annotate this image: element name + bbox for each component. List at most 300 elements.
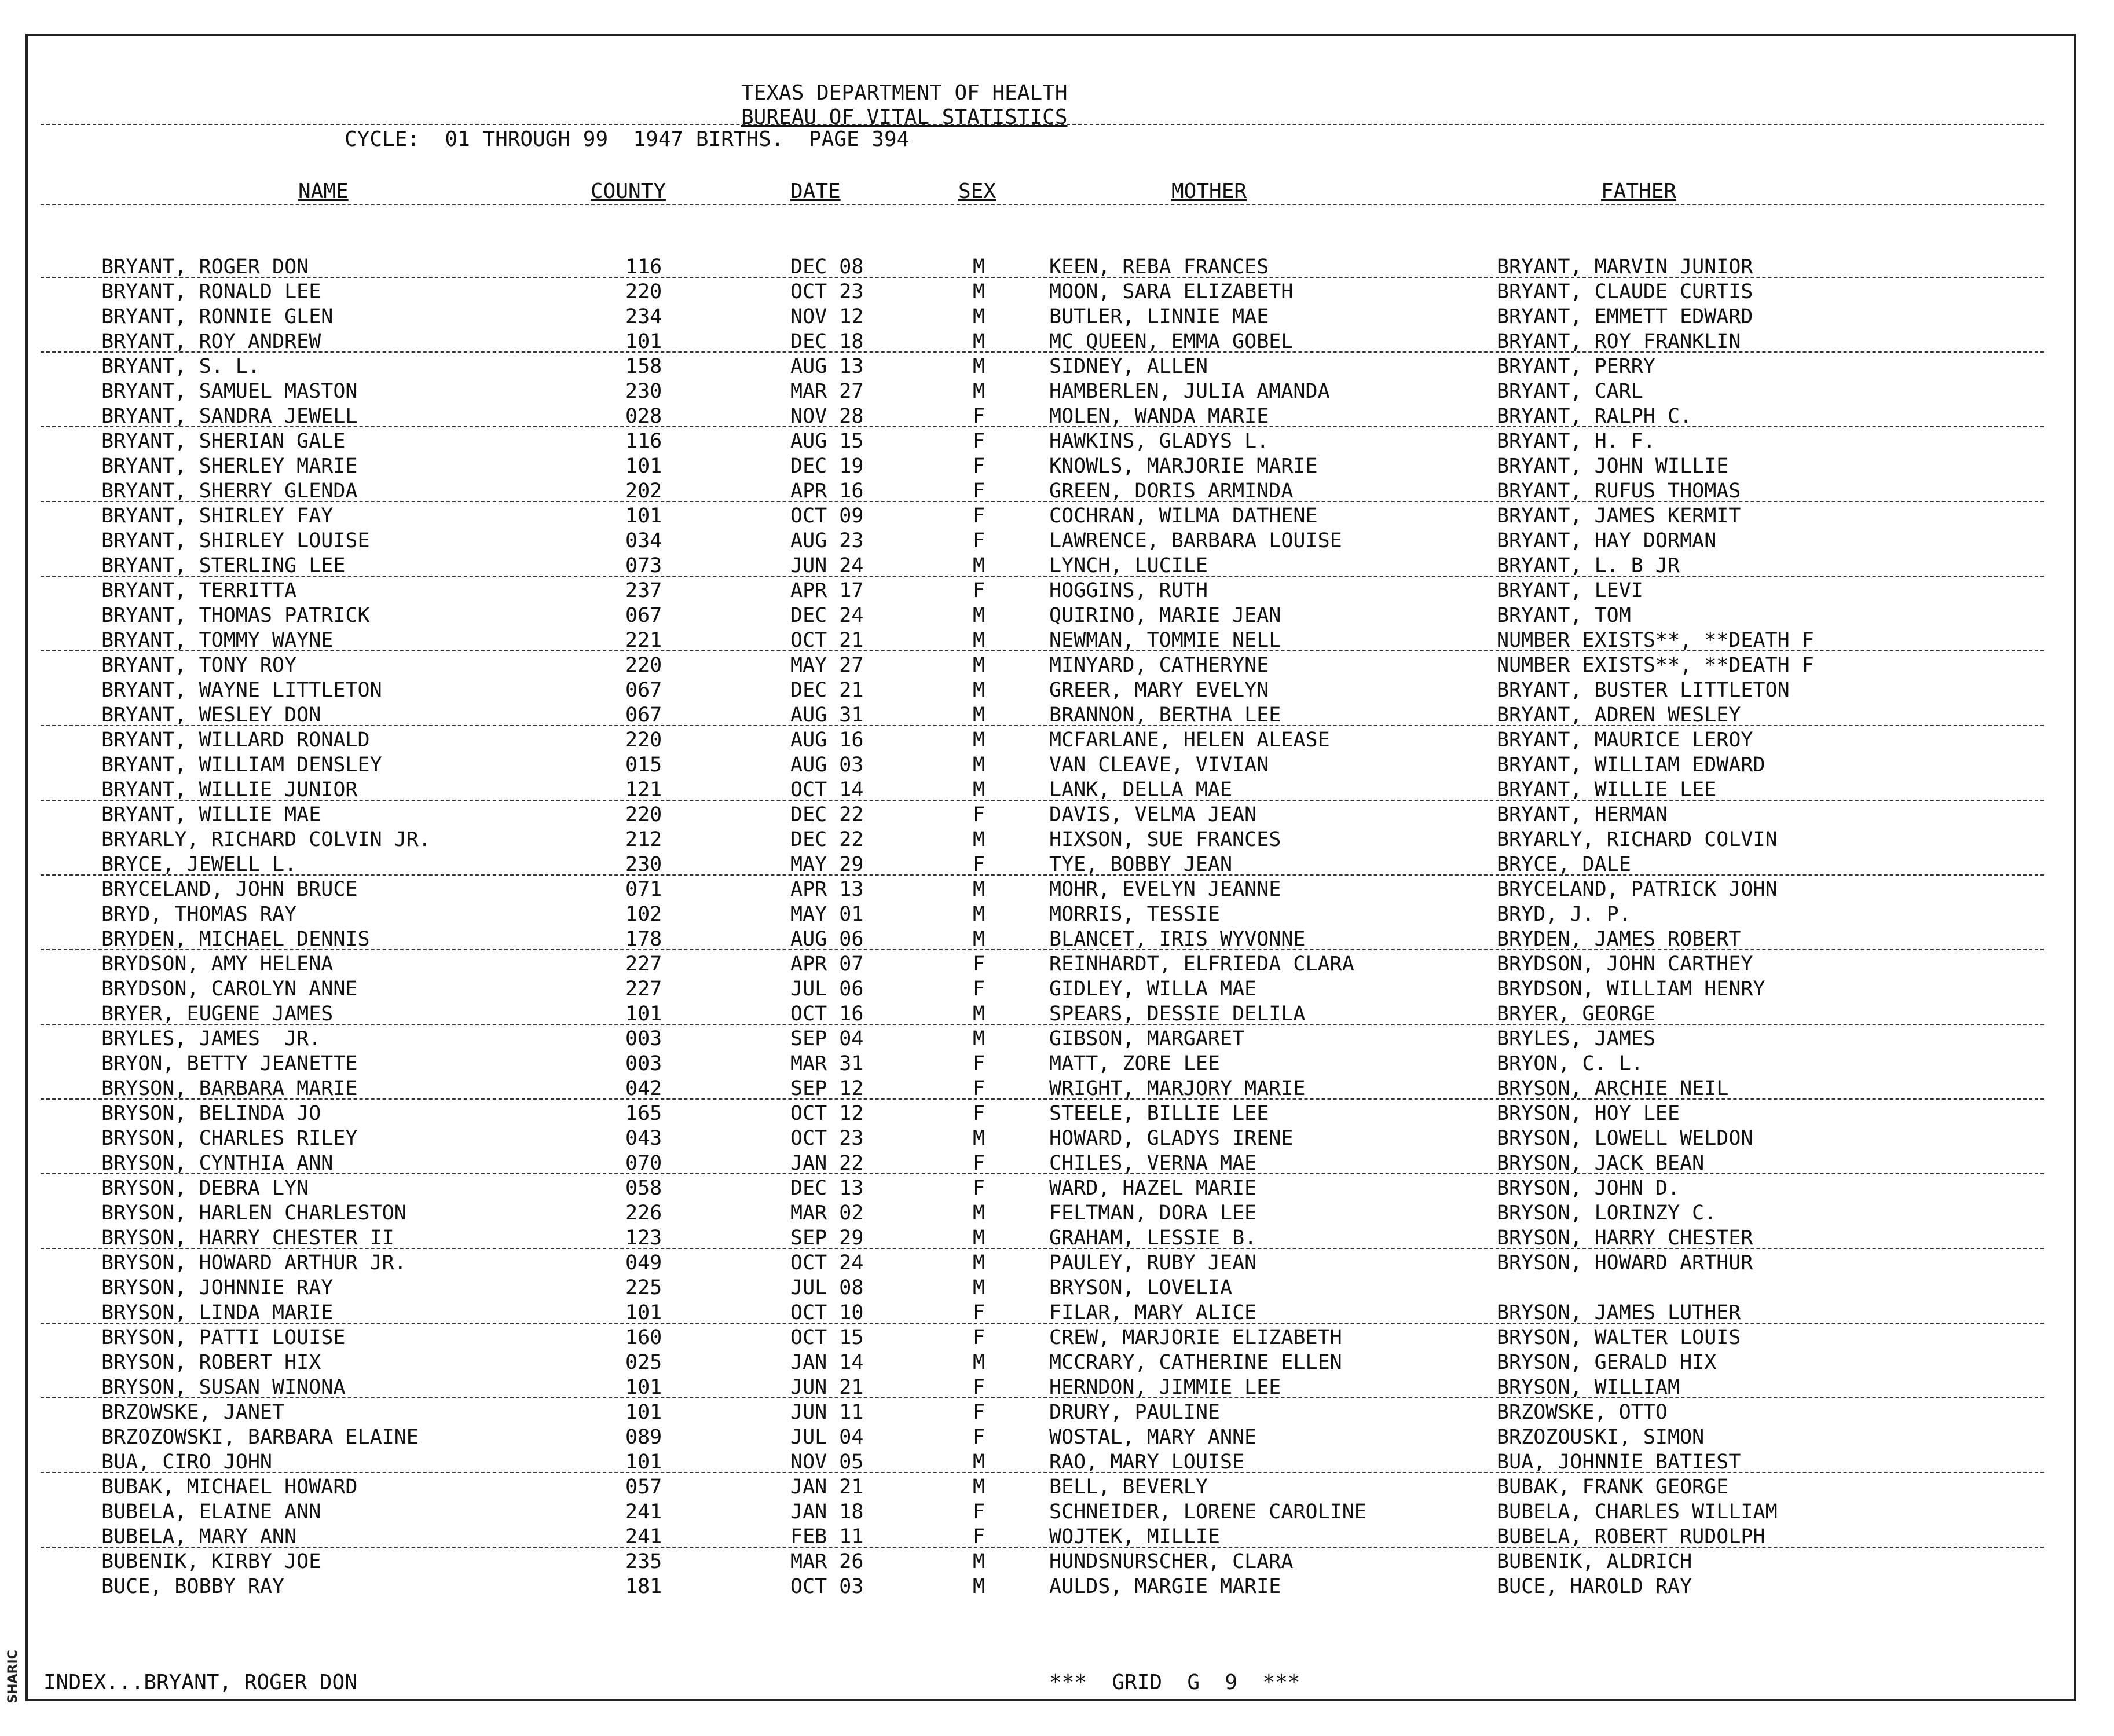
cell-mother: KNOWLS, MARJORIE MARIE	[1049, 455, 1318, 478]
cell-sex: F	[973, 455, 985, 478]
cell-date: MAR 27	[790, 380, 864, 403]
cell-sex: F	[973, 1426, 985, 1449]
cell-father: BRYANT, JOHN WILLIE	[1497, 455, 1729, 478]
cell-father: BRYANT, RUFUS THOMAS	[1497, 479, 1741, 503]
cell-date: SEP 04	[790, 1027, 864, 1050]
cell-name: BRYSON, HARRY CHESTER II	[101, 1226, 394, 1250]
cell-county: 049	[625, 1251, 662, 1274]
table-row	[0, 1126, 2114, 1151]
cell-sex: M	[973, 1550, 985, 1573]
cell-father: BRYD, J. P.	[1497, 903, 1631, 926]
cell-sex: M	[973, 305, 985, 328]
table-row	[0, 1375, 2114, 1400]
row-divider	[41, 650, 2044, 651]
cell-date: AUG 31	[790, 704, 864, 727]
cell-father: BUBENIK, ALDRICH	[1497, 1550, 1692, 1573]
cell-county: 071	[625, 878, 662, 901]
cell-mother: DAVIS, VELMA JEAN	[1049, 803, 1257, 826]
table-row	[0, 305, 2114, 329]
cell-father: BUBAK, FRANK GEORGE	[1497, 1475, 1729, 1499]
cell-sex: M	[973, 380, 985, 403]
cell-county: 230	[625, 380, 662, 403]
cell-name: BRYANT, WILLARD RONALD	[101, 728, 370, 752]
cell-father: BRYER, GEORGE	[1497, 1002, 1655, 1026]
divider	[41, 124, 2044, 125]
cell-sex: F	[973, 1376, 985, 1399]
row-divider	[41, 949, 2044, 950]
cell-name: BRZOZOWSKI, BARBARA ELAINE	[101, 1426, 419, 1449]
cell-county: 202	[625, 479, 662, 503]
cell-date: MAY 27	[790, 654, 864, 677]
side-stamp	[2, 1642, 23, 1711]
cell-county: 067	[625, 604, 662, 627]
cell-father: BRYCE, DALE	[1497, 853, 1631, 876]
cell-father: BUA, JOHNNIE BATIEST	[1497, 1451, 1741, 1474]
cell-date: SEP 12	[790, 1077, 864, 1100]
cell-name: BRYSON, HARLEN CHARLESTON	[101, 1202, 406, 1225]
cell-name: BRYARLY, RICHARD COLVIN JR.	[101, 828, 431, 851]
cell-name: BRYSON, SUSAN WINONA	[101, 1376, 346, 1399]
cell-name: BRYANT, SHIRLEY FAY	[101, 504, 334, 528]
cell-mother: BRYSON, LOVELIA	[1049, 1276, 1233, 1299]
cell-father: BRYSON, LORINZY C.	[1497, 1202, 1717, 1225]
cell-name: BRYANT, SAMUEL MASTON	[101, 380, 358, 403]
cell-county: 101	[625, 330, 662, 353]
row-divider	[41, 1547, 2044, 1548]
cell-sex: F	[973, 1500, 985, 1523]
cell-date: AUG 03	[790, 753, 864, 777]
cell-county: 043	[625, 1127, 662, 1150]
cell-father: BRYSON, JOHN D.	[1497, 1177, 1680, 1200]
cell-name: BRYANT, STERLING LEE	[101, 554, 346, 577]
cell-date: NOV 28	[790, 405, 864, 428]
cell-date: MAR 26	[790, 1550, 864, 1573]
cell-sex: M	[973, 330, 985, 353]
cell-name: BRYSON, ROBERT HIX	[101, 1351, 321, 1374]
table-row	[0, 255, 2114, 280]
cell-father: BRYANT, MAURICE LEROY	[1497, 728, 1753, 752]
cell-mother: FELTMAN, DORA LEE	[1049, 1202, 1257, 1225]
cell-county: 067	[625, 679, 662, 702]
table-row	[0, 578, 2114, 603]
cell-county: 003	[625, 1052, 662, 1075]
cell-mother: BELL, BEVERLY	[1049, 1475, 1208, 1499]
cell-sex: M	[973, 280, 985, 303]
cell-sex: M	[973, 1276, 985, 1299]
cell-father: BRYSON, HOY LEE	[1497, 1102, 1680, 1125]
cell-sex: F	[973, 1525, 985, 1548]
cell-date: JUN 24	[790, 554, 864, 577]
cell-father: BRYANT, WILLIE LEE	[1497, 778, 1717, 801]
cell-father: BRYDSON, WILLIAM HENRY	[1497, 977, 1765, 1001]
cell-county: 101	[625, 504, 662, 528]
table-row	[0, 379, 2114, 404]
cell-county: 116	[625, 430, 662, 453]
cell-sex: M	[973, 928, 985, 951]
cell-date: OCT 12	[790, 1102, 864, 1125]
cell-father: BRYANT, WILLIAM EDWARD	[1497, 753, 1765, 777]
cell-father: BRYCELAND, PATRICK JOHN	[1497, 878, 1778, 901]
cell-father: BRYARLY, RICHARD COLVIN	[1497, 828, 1778, 851]
row-divider	[41, 1024, 2044, 1025]
cell-name: BRYANT, RONNIE GLEN	[101, 305, 334, 328]
cell-father: BRYANT, MARVIN JUNIOR	[1497, 255, 1753, 279]
cell-county: 227	[625, 953, 662, 976]
cell-name: BRYSON, CYNTHIA ANN	[101, 1152, 334, 1175]
table-row	[0, 479, 2114, 504]
cell-mother: SIDNEY, ALLEN	[1049, 355, 1208, 378]
cell-mother: HERNDON, JIMMIE LEE	[1049, 1376, 1281, 1399]
cell-date: JUL 08	[790, 1276, 864, 1299]
cell-date: JAN 14	[790, 1351, 864, 1374]
cell-mother: MINYARD, CATHERYNE	[1049, 654, 1269, 677]
cell-name: BRYANT, WAYNE LITTLETON	[101, 679, 382, 702]
cell-county: 178	[625, 928, 662, 951]
cell-county: 226	[625, 1202, 662, 1225]
cell-county: 101	[625, 455, 662, 478]
table-row	[0, 778, 2114, 803]
cell-county: 057	[625, 1475, 662, 1499]
cell-mother: LAWRENCE, BARBARA LOUISE	[1049, 529, 1342, 552]
cell-county: 058	[625, 1177, 662, 1200]
column-header-mother: MOTHER	[1171, 180, 1247, 203]
cell-date: DEC 22	[790, 803, 864, 826]
cell-county: 034	[625, 529, 662, 552]
cell-county: 025	[625, 1351, 662, 1374]
cell-sex: M	[973, 1127, 985, 1150]
cell-date: JUL 06	[790, 977, 864, 1001]
bureau-title: BUREAU OF VITAL STATISTICS	[741, 105, 1068, 129]
cell-county: 165	[625, 1102, 662, 1125]
column-header-name: NAME	[298, 180, 349, 203]
cell-sex: F	[973, 1077, 985, 1100]
table-row	[0, 803, 2114, 827]
table-row	[0, 1550, 2114, 1574]
side-stamp-text: SHARIC	[5, 1649, 20, 1704]
cell-county: 028	[625, 405, 662, 428]
table-row	[0, 1425, 2114, 1450]
cell-mother: HAMBERLEN, JULIA AMANDA	[1049, 380, 1330, 403]
cell-county: 230	[625, 853, 662, 876]
cell-mother: STEELE, BILLIE LEE	[1049, 1102, 1269, 1125]
cell-sex: M	[973, 753, 985, 777]
cell-mother: LANK, DELLA MAE	[1049, 778, 1233, 801]
department-title: TEXAS DEPARTMENT OF HEALTH	[741, 81, 1068, 105]
cell-name: BRYSON, JOHNNIE RAY	[101, 1276, 334, 1299]
cell-date: DEC 08	[790, 255, 864, 279]
cell-mother: MC QUEEN, EMMA GOBEL	[1049, 330, 1294, 353]
cell-name: BRYANT, SHERLEY MARIE	[101, 455, 358, 478]
cell-father: BRYSON, LOWELL WELDON	[1497, 1127, 1753, 1150]
cell-sex: F	[973, 1152, 985, 1175]
cell-county: 241	[625, 1525, 662, 1548]
cell-name: BRYANT, S. L.	[101, 355, 260, 378]
table-row	[0, 1151, 2114, 1176]
table-row	[0, 1500, 2114, 1525]
cell-father: BRYSON, ARCHIE NEIL	[1497, 1077, 1729, 1100]
cell-mother: HAWKINS, GLADYS L.	[1049, 430, 1269, 453]
table-row	[0, 728, 2114, 753]
table-row	[0, 329, 2114, 354]
table-row	[0, 1350, 2114, 1375]
cell-name: BRYD, THOMAS RAY	[101, 903, 297, 926]
cell-date: OCT 03	[790, 1575, 864, 1598]
table-row	[0, 529, 2114, 554]
cell-father: BRYSON, JACK BEAN	[1497, 1152, 1705, 1175]
cell-sex: M	[973, 728, 985, 752]
cell-sex: M	[973, 878, 985, 901]
cell-county: 220	[625, 280, 662, 303]
table-row	[0, 902, 2114, 927]
cell-county: 042	[625, 1077, 662, 1100]
table-row	[0, 1450, 2114, 1475]
table-row	[0, 628, 2114, 653]
row-divider	[41, 277, 2044, 278]
row-divider	[41, 1098, 2044, 1100]
cell-date: FEB 11	[790, 1525, 864, 1548]
cell-mother: VAN CLEAVE, VIVIAN	[1049, 753, 1269, 777]
cell-county: 212	[625, 828, 662, 851]
cell-county: 160	[625, 1326, 662, 1349]
cell-date: DEC 18	[790, 330, 864, 353]
cell-date: SEP 29	[790, 1226, 864, 1250]
index-label: INDEX...BRYANT, ROGER DON	[43, 1671, 357, 1694]
cell-father: BRYANT, RALPH C.	[1497, 405, 1692, 428]
cell-father: BRYANT, L. B JR	[1497, 554, 1680, 577]
cell-mother: HOGGINS, RUTH	[1049, 579, 1208, 602]
cell-mother: PAULEY, RUBY JEAN	[1049, 1251, 1257, 1274]
cell-sex: M	[973, 1575, 985, 1598]
table-row	[0, 554, 2114, 578]
cell-father: BRYANT, JAMES KERMIT	[1497, 504, 1741, 528]
cell-mother: GREEN, DORIS ARMINDA	[1049, 479, 1294, 503]
cell-county: 089	[625, 1426, 662, 1449]
table-row	[0, 1176, 2114, 1201]
cell-sex: M	[973, 1475, 985, 1499]
cell-name: BRYCE, JEWELL L.	[101, 853, 297, 876]
cell-name: BRYANT, SANDRA JEWELL	[101, 405, 358, 428]
cell-father: BRYLES, JAMES	[1497, 1027, 1655, 1050]
cell-sex: M	[973, 778, 985, 801]
cell-date: APR 17	[790, 579, 864, 602]
cell-sex: M	[973, 1002, 985, 1026]
cell-mother: FILAR, MARY ALICE	[1049, 1301, 1257, 1324]
cell-date: APR 07	[790, 953, 864, 976]
cell-date: OCT 23	[790, 1127, 864, 1150]
cell-name: BRYSON, BELINDA JO	[101, 1102, 321, 1125]
records-list	[0, 255, 2114, 1599]
table-row	[0, 404, 2114, 429]
cell-county: 123	[625, 1226, 662, 1250]
cell-sex: M	[973, 1351, 985, 1374]
cell-date: JUL 04	[790, 1426, 864, 1449]
cell-mother: WARD, HAZEL MARIE	[1049, 1177, 1257, 1200]
cell-father: BRYANT, ADREN WESLEY	[1497, 704, 1741, 727]
cell-sex: M	[973, 629, 985, 652]
cell-name: BRYSON, HOWARD ARTHUR JR.	[101, 1251, 406, 1274]
cell-county: 237	[625, 579, 662, 602]
cell-name: BRYANT, ROY ANDREW	[101, 330, 321, 353]
cell-name: BRYCELAND, JOHN BRUCE	[101, 878, 358, 901]
cell-sex: F	[973, 529, 985, 552]
cell-date: JUN 11	[790, 1401, 864, 1424]
cell-name: BUCE, BOBBY RAY	[101, 1575, 285, 1598]
cell-county: 073	[625, 554, 662, 577]
cell-sex: F	[973, 504, 985, 528]
column-header-sex: SEX	[958, 180, 996, 203]
cell-sex: F	[973, 977, 985, 1001]
cell-father: BRYANT, H. F.	[1497, 430, 1655, 453]
column-header-date: DATE	[790, 180, 841, 203]
table-row	[0, 1101, 2114, 1126]
column-header-county: COUNTY	[591, 180, 666, 203]
cell-name: BRZOWSKE, JANET	[101, 1401, 285, 1424]
cell-mother: HIXSON, SUE FRANCES	[1049, 828, 1281, 851]
cell-mother: WOJTEK, MILLIE	[1049, 1525, 1221, 1548]
cell-name: BRYDEN, MICHAEL DENNIS	[101, 928, 370, 951]
cell-county: 220	[625, 728, 662, 752]
cell-father: BRZOZOUSKI, SIMON	[1497, 1426, 1705, 1449]
cell-date: DEC 13	[790, 1177, 864, 1200]
cell-date: DEC 21	[790, 679, 864, 702]
cell-mother: MORRIS, TESSIE	[1049, 903, 1221, 926]
cell-mother: BRANNON, BERTHA LEE	[1049, 704, 1281, 727]
cell-sex: F	[973, 1052, 985, 1075]
table-row	[0, 1325, 2114, 1350]
row-divider	[41, 800, 2044, 801]
table-row	[0, 1226, 2114, 1251]
cell-mother: HOWARD, GLADYS IRENE	[1049, 1127, 1294, 1150]
table-row	[0, 877, 2114, 902]
cell-date: OCT 24	[790, 1251, 864, 1274]
cell-name: BRYSON, PATTI LOUISE	[101, 1326, 346, 1349]
cell-county: 227	[625, 977, 662, 1001]
cell-county: 116	[625, 255, 662, 279]
cell-date: DEC 22	[790, 828, 864, 851]
table-row	[0, 827, 2114, 852]
cell-mother: MOON, SARA ELIZABETH	[1049, 280, 1294, 303]
table-row	[0, 1525, 2114, 1550]
cell-father: BRZOWSKE, OTTO	[1497, 1401, 1668, 1424]
cell-date: AUG 13	[790, 355, 864, 378]
cell-county: 101	[625, 1451, 662, 1474]
cell-mother: MOHR, EVELYN JEANNE	[1049, 878, 1281, 901]
row-divider	[41, 576, 2044, 577]
cell-sex: F	[973, 579, 985, 602]
cell-name: BRYANT, THOMAS PATRICK	[101, 604, 370, 627]
cell-sex: F	[973, 430, 985, 453]
table-row	[0, 678, 2114, 703]
column-header-father: FATHER	[1601, 180, 1677, 203]
cell-father: BRYANT, EMMETT EDWARD	[1497, 305, 1753, 328]
cell-father: BRYANT, BUSTER LITTLETON	[1497, 679, 1790, 702]
cell-father: BRYANT, TOM	[1497, 604, 1631, 627]
cell-father: BRYANT, PERRY	[1497, 355, 1655, 378]
cell-county: 235	[625, 1550, 662, 1573]
grid-label: *** GRID G 9 ***	[1049, 1671, 1300, 1694]
table-row	[0, 1475, 2114, 1500]
cell-father: BRYON, C. L.	[1497, 1052, 1643, 1075]
cell-sex: F	[973, 1301, 985, 1324]
cell-county: 158	[625, 355, 662, 378]
cell-name: BRYON, BETTY JEANETTE	[101, 1052, 358, 1075]
cell-county: 181	[625, 1575, 662, 1598]
cell-date: NOV 12	[790, 305, 864, 328]
cell-sex: M	[973, 1202, 985, 1225]
cell-mother: DRURY, PAULINE	[1049, 1401, 1221, 1424]
cell-name: BRYLES, JAMES JR.	[101, 1027, 321, 1050]
cell-date: JUN 21	[790, 1376, 864, 1399]
cell-county: 101	[625, 1002, 662, 1026]
cell-name: BRYANT, TERRITTA	[101, 579, 297, 602]
cell-sex: M	[973, 654, 985, 677]
cell-father: BUBELA, CHARLES WILLIAM	[1497, 1500, 1778, 1523]
cell-county: 221	[625, 629, 662, 652]
cell-sex: M	[973, 604, 985, 627]
cell-father: BRYANT, CARL	[1497, 380, 1643, 403]
cell-sex: M	[973, 1251, 985, 1274]
table-row	[0, 280, 2114, 305]
cell-name: BRYANT, SHERIAN GALE	[101, 430, 346, 453]
table-row	[0, 429, 2114, 454]
cell-mother: SPEARS, DESSIE DELILA	[1049, 1002, 1306, 1026]
cell-name: BRYDSON, CAROLYN ANNE	[101, 977, 358, 1001]
cell-county: 070	[625, 1152, 662, 1175]
table-row	[0, 1201, 2114, 1226]
cell-sex: M	[973, 355, 985, 378]
table-row	[0, 977, 2114, 1002]
cell-mother: MCCRARY, CATHERINE ELLEN	[1049, 1351, 1342, 1374]
table-row	[0, 1276, 2114, 1301]
table-row	[0, 1027, 2114, 1052]
cell-sex: F	[973, 1102, 985, 1125]
cell-name: BUA, CIRO JOHN	[101, 1451, 273, 1474]
table-row	[0, 653, 2114, 678]
cell-date: OCT 21	[790, 629, 864, 652]
table-row	[0, 952, 2114, 977]
cell-county: 003	[625, 1027, 662, 1050]
cell-father: BRYSON, HOWARD ARTHUR	[1497, 1251, 1753, 1274]
table-row	[0, 852, 2114, 877]
cell-name: BRYANT, TOMMY WAYNE	[101, 629, 334, 652]
cell-name: BRYSON, DEBRA LYN	[101, 1177, 309, 1200]
cell-mother: GIBSON, MARGARET	[1049, 1027, 1245, 1050]
cell-father: BRYSON, WILLIAM	[1497, 1376, 1680, 1399]
row-divider	[41, 725, 2044, 726]
cell-date: AUG 15	[790, 430, 864, 453]
table-row	[0, 1574, 2114, 1599]
cell-name: BRYANT, WILLIE JUNIOR	[101, 778, 358, 801]
cell-name: BRYANT, WESLEY DON	[101, 704, 321, 727]
cell-mother: COCHRAN, WILMA DATHENE	[1049, 504, 1318, 528]
cell-father: NUMBER EXISTS**, **DEATH F	[1497, 629, 1814, 652]
cell-name: BRYER, EUGENE JAMES	[101, 1002, 334, 1026]
cell-county: 225	[625, 1276, 662, 1299]
cell-sex: F	[973, 405, 985, 428]
cell-date: AUG 06	[790, 928, 864, 951]
cell-date: MAR 31	[790, 1052, 864, 1075]
cell-name: BRYANT, SHIRLEY LOUISE	[101, 529, 370, 552]
cell-date: DEC 24	[790, 604, 864, 627]
table-row	[0, 927, 2114, 952]
cell-name: BRYANT, RONALD LEE	[101, 280, 321, 303]
cell-date: OCT 09	[790, 504, 864, 528]
row-divider	[41, 1472, 2044, 1473]
cell-mother: NEWMAN, TOMMIE NELL	[1049, 629, 1281, 652]
cell-mother: WRIGHT, MARJORY MARIE	[1049, 1077, 1306, 1100]
cell-sex: F	[973, 803, 985, 826]
table-row	[0, 1400, 2114, 1425]
